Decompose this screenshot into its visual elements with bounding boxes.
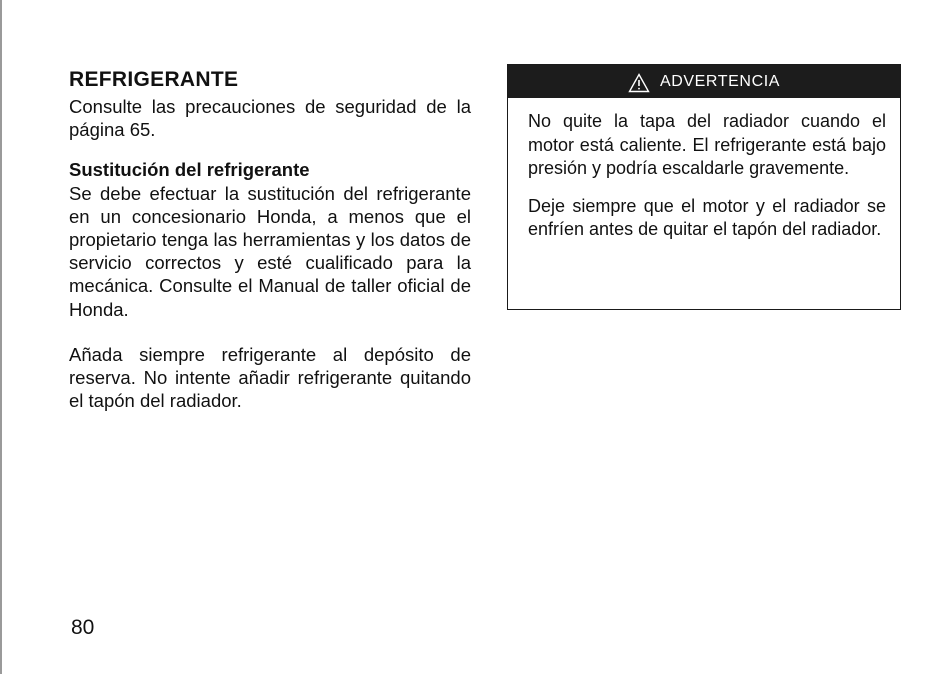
page-number: 80 <box>71 616 95 639</box>
coolant-refill-text: Añada siempre refrigerante al depósito de reserva. No intente añadir refrigerante quitando el tapón del radiador. <box>69 343 471 412</box>
page-edge <box>0 0 2 674</box>
safety-reference-text: Consulte las precauciones de seguridad de la página 65. <box>69 96 471 141</box>
warning-label: ADVERTENCIA <box>659 72 781 90</box>
warning-text-hot-engine: No quite la tapa del radiador cuando el motor está caliente. El refrigerante está bajo presión y podría escaldarle gravemente. <box>528 111 886 178</box>
warning-header <box>508 65 900 98</box>
warning-triangle-icon <box>628 73 650 93</box>
warning-text-cooldown: Deje siempre que el motor y el radiador se enfríen antes de quitar el tapón del radiador. <box>528 195 886 239</box>
coolant-section <box>69 68 471 412</box>
warning-box <box>507 64 901 310</box>
coolant-replacement-text: Se debe efectuar la sustitución del refrigerante en un concesionario Honda, a menos que el propietario tenga las herramientas y los datos de servicio correctos y esté cualificado para la mecánica. Consulte el Manual de taller oficial de Honda. <box>69 182 471 320</box>
section-title: REFRIGERANTE <box>69 68 239 91</box>
coolant-replacement-heading: Sustitución del refrigerante <box>69 159 310 181</box>
warning-body <box>508 98 900 242</box>
